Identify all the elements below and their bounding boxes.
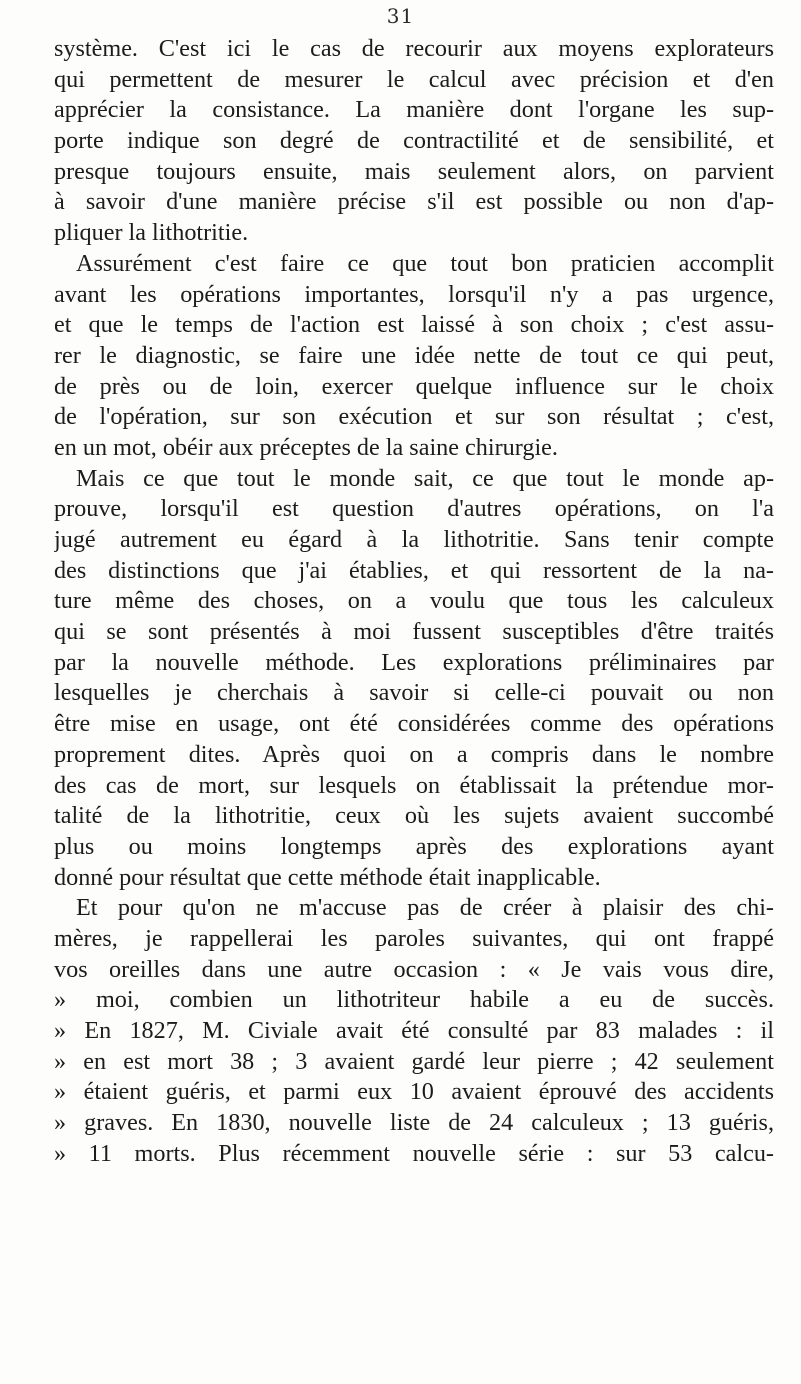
text-line: rer le diagnostic, se faire une idée nette de tout ce qui peut, [54,341,774,369]
text-line: en un mot, obéir aux préceptes de la saine chirurgie. [54,433,558,461]
text-line: proprement dites. Après quoi on a compris dans le nombre [54,740,774,768]
text-line: par la nouvelle méthode. Les explorations préliminaires par [54,648,774,676]
text-line: pliquer la lithotritie. [54,219,249,247]
text-line: de l'opération, sur son exécution et sur son résultat ; c'est, [54,403,774,431]
text-line: avant les opérations importantes, lorsqu'il n'y a pas urgence, [54,280,774,308]
text-line: à savoir d'une manière précise s'il est possible ou non d'ap- [54,188,774,216]
quoted-line: » 11 morts. Plus récemment nouvelle série : sur 53 calcu- [54,1139,774,1167]
text-line: presque toujours ensuite, mais seulement alors, on parvient [54,157,774,185]
page-number: 31 [386,4,415,28]
quoted-line: » étaient guéris, et parmi eux 10 avaient éprouvé des accidents [54,1078,774,1106]
body-text [54,34,774,1169]
text-line: des distinctions que j'ai établies, et qui ressortent de la na- [54,556,774,584]
quoted-line: » graves. En 1830, nouvelle liste de 24 calculeux ; 13 guéris, [54,1109,774,1137]
text-line: des cas de mort, sur lesquels on établissait la prétendue mor- [54,771,774,799]
text-line: mères, je rappellerai les paroles suivantes, qui ont frappé [54,924,774,952]
paragraph-first-line: Mais ce que tout le monde sait, ce que tout le monde ap- [76,464,774,492]
text-line: de près ou de loin, exercer quelque influence sur le choix [54,372,774,400]
text-line: prouve, lorsqu'il est question d'autres opérations, on l'a [54,495,774,523]
paragraph-first-line: Assurément c'est faire ce que tout bon praticien accomplit [76,249,774,277]
text-line: vos oreilles dans une autre occasion : « Je vais vous dire, [54,955,774,983]
text-line: donné pour résultat que cette méthode était inapplicable. [54,863,601,891]
paragraph-first-line: Et pour qu'on ne m'accuse pas de créer à plaisir des chi- [76,894,774,922]
text-line: qui se sont présentés à moi fussent susceptibles d'être traités [54,618,774,646]
text-line: être mise en usage, ont été considérées comme des opérations [54,710,774,738]
text-line: apprécier la consistance. La manière dont l'organe les sup- [54,96,774,124]
text-line: plus ou moins longtemps après des explorations ayant [54,832,774,860]
text-line: et que le temps de l'action est laissé à son choix ; c'est assu- [54,311,774,339]
text-line: porte indique son degré de contractilité et de sensibilité, et [54,127,774,155]
text-line: ture même des choses, on a voulu que tous les calculeux [54,587,774,615]
text-line: qui permettent de mesurer le calcul avec précision et d'en [54,65,774,93]
quoted-line: » En 1827, M. Civiale avait été consulté par 83 malades : il [54,1017,774,1044]
quoted-line: » en est mort 38 ; 3 avaient gardé leur pierre ; 42 seulement [54,1047,774,1075]
text-line: système. C'est ici le cas de recourir aux moyens explorateurs [54,35,774,62]
text-line: talité de la lithotritie, ceux où les sujets avaient succombé [54,802,774,830]
quoted-line: » moi, combien un lithotriteur habile a eu de succès. [54,986,774,1014]
text-line: lesquelles je cherchais à savoir si celle-ci pouvait ou non [54,679,774,707]
text-line: jugé autrement eu égard à la lithotritie. Sans tenir compte [54,526,774,553]
